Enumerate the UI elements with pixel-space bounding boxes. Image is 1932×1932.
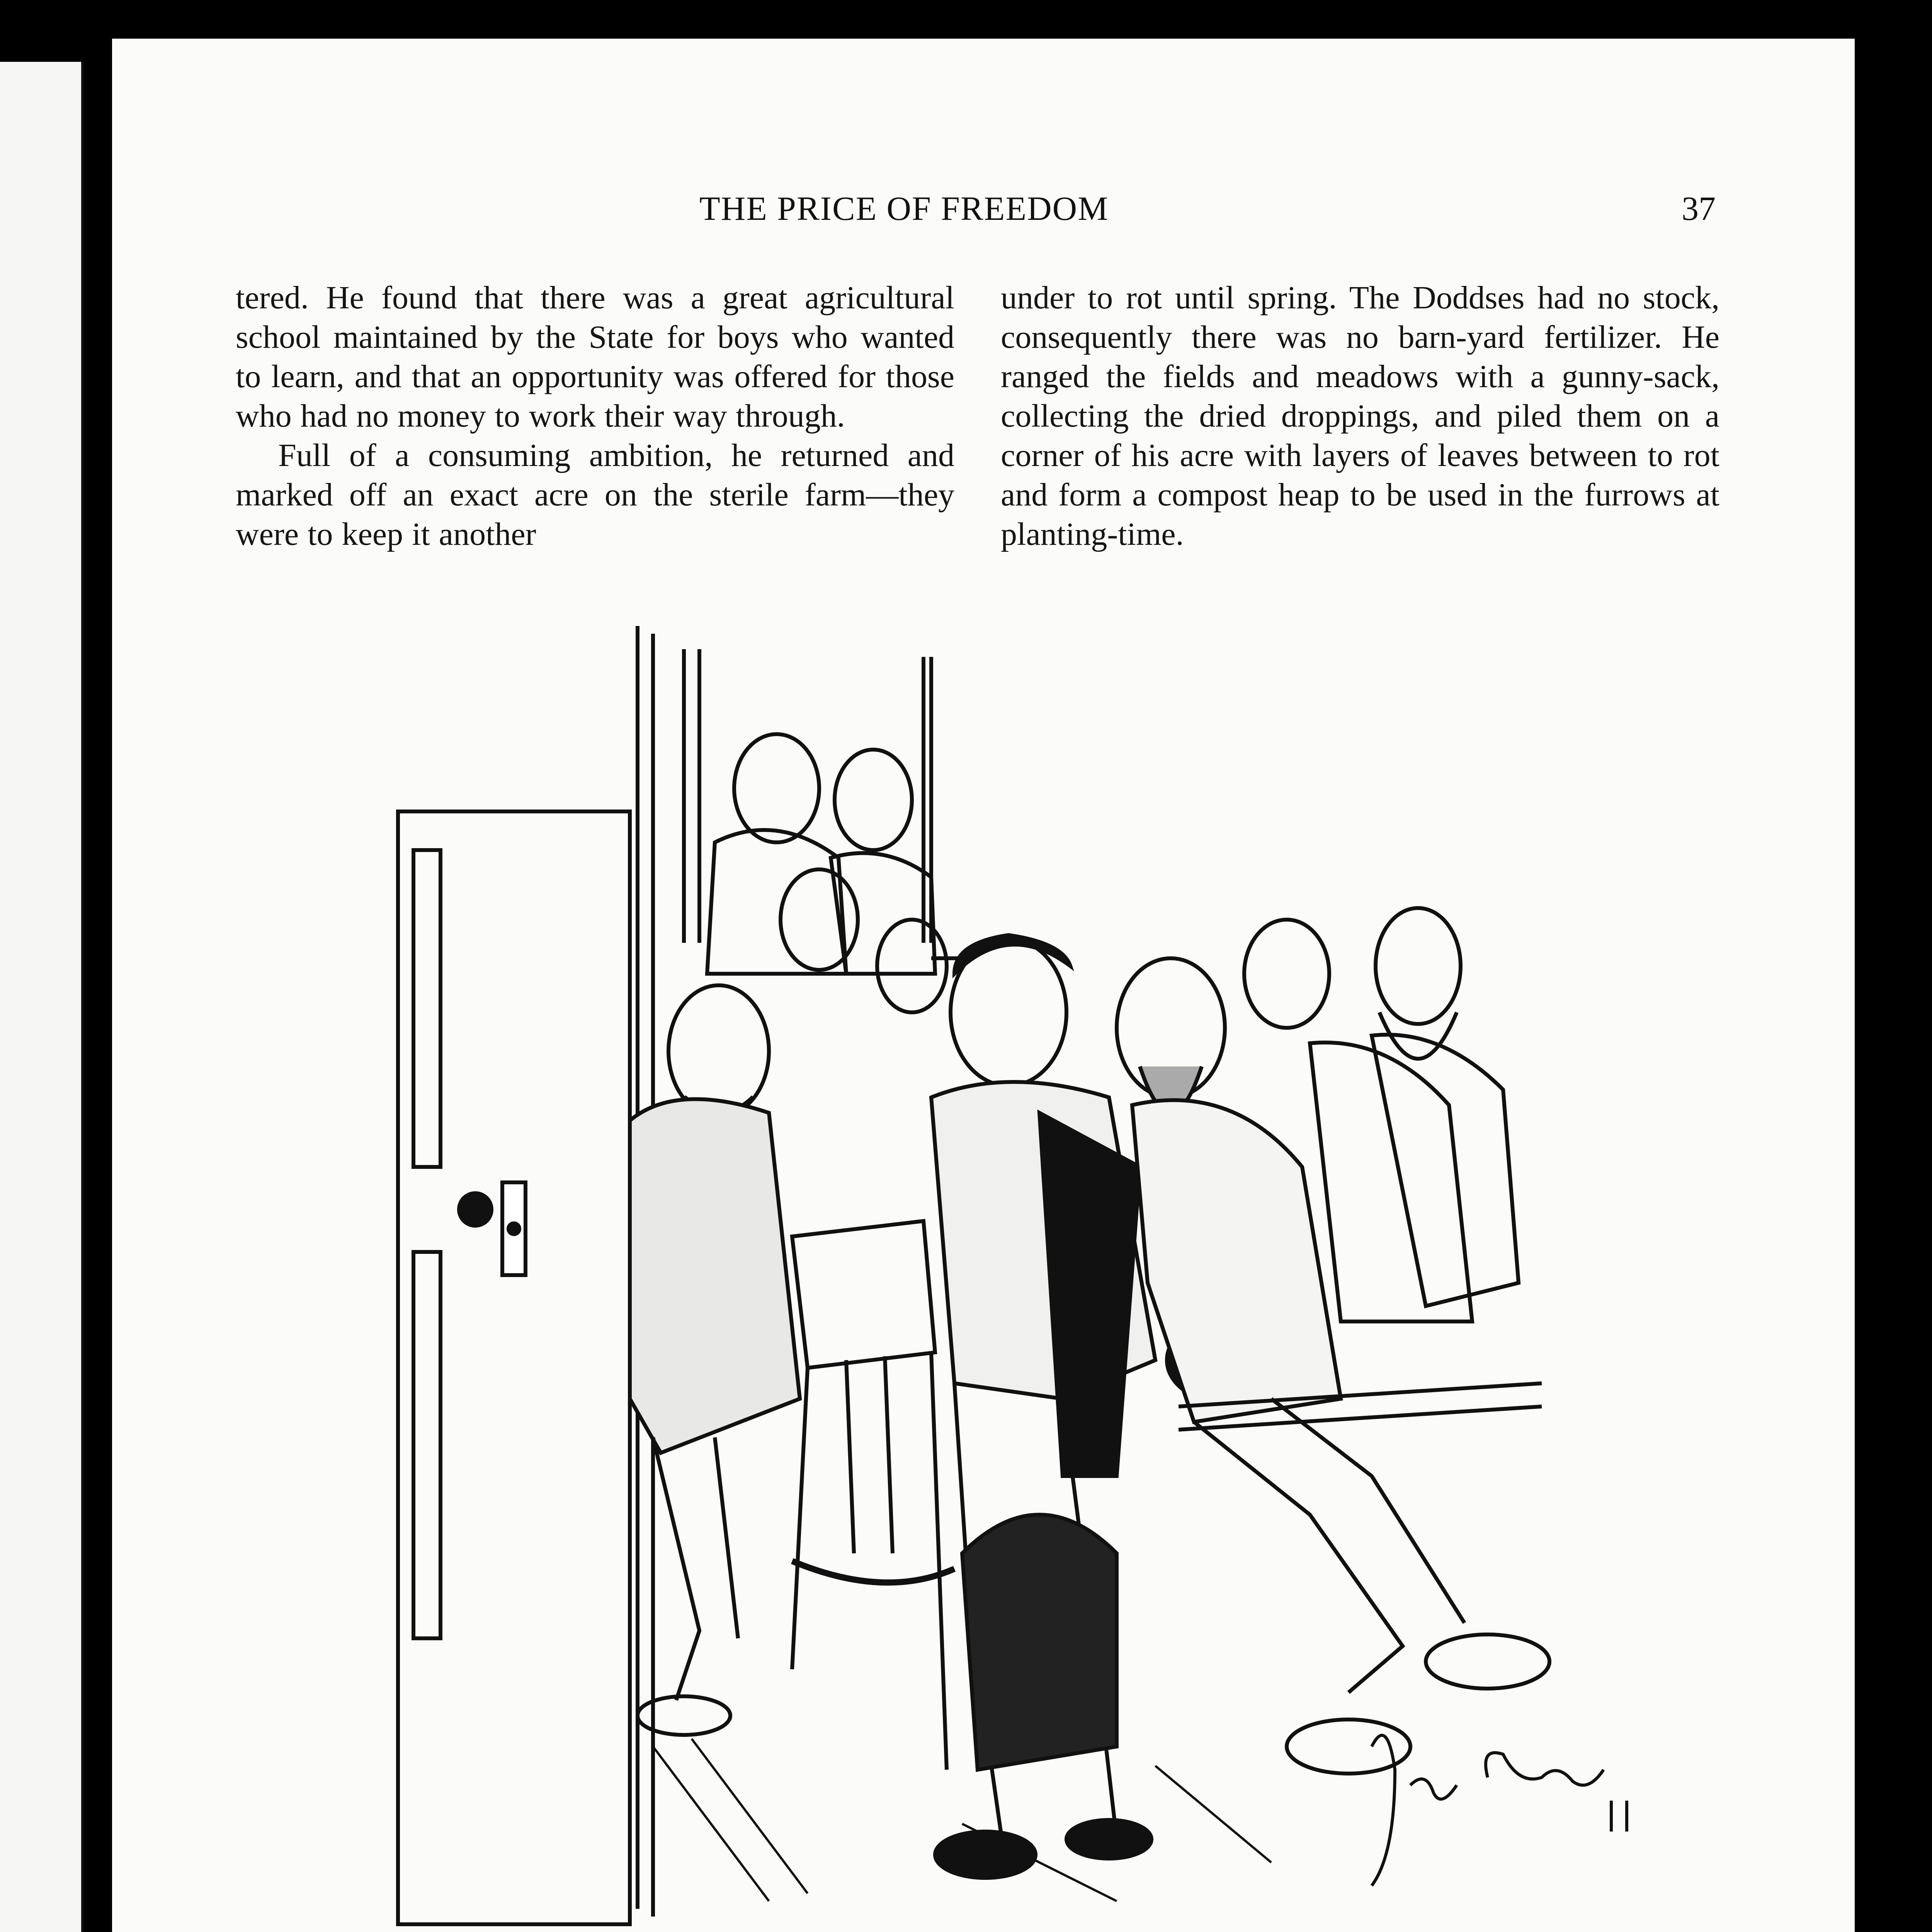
top-left-column xyxy=(236,278,954,554)
top-right-column xyxy=(1001,278,1719,554)
paragraph: under to rot until spring. The Doddses had no stock, consequently there was no barn-yard fertilizer. He ranged the fields and meadows with a gunny-sack, collecting the dried droppings, and piled them on a corner of his acre with layers of leaves between to rot and form a compost heap to be used in the furrows at planting-time. xyxy=(1001,280,1719,552)
running-title: THE PRICE OF FREEDOM xyxy=(699,190,1109,228)
page-number: 37 xyxy=(1682,190,1716,228)
paragraph: tered. He found that there was a great agricultural school maintained by the State for boys who wanted to learn, and that an opportunity was offered for those who had no money to work their way through. xyxy=(236,280,954,434)
paragraph: Full of a consuming ambition, he returned and marked off an exact acre on the sterile farm—they were to keep it another xyxy=(236,437,954,552)
previous-page-edge xyxy=(0,62,83,1932)
illustration-image xyxy=(383,626,1665,1932)
page-header xyxy=(112,189,1855,240)
magazine-page xyxy=(112,39,1855,1932)
